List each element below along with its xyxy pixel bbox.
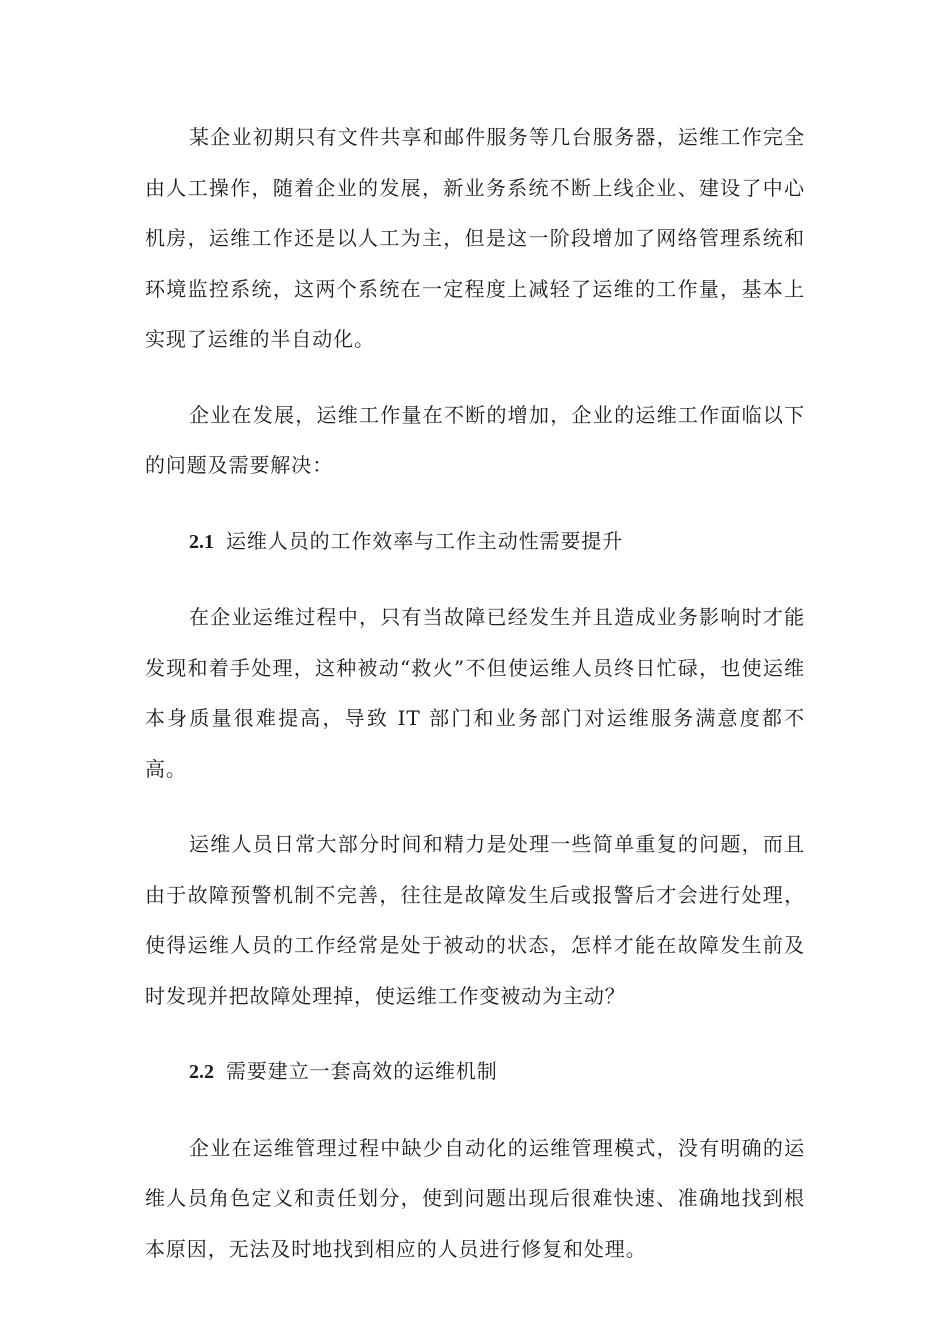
intro-paragraph-2: 企业在发展，运维工作量在不断的增加，企业的运维工作面临以下的问题及需要解决：: [145, 402, 805, 477]
section-number: 2.1: [189, 530, 214, 553]
section-heading-2-2: [145, 1046, 805, 1098]
section-number: 2.2: [189, 1061, 214, 1083]
section-title: 运维人员的工作效率与工作主动性需要提升: [226, 528, 624, 553]
section-title: 需要建立一套高效的运维机制: [226, 1059, 498, 1083]
section-2-1-paragraph-2: 运维人员日常大部分时间和精力是处理一些简单重复的问题，而且由于故障预警机制不完善，往往是故障发生后或报警后才会进行处理，使得运维人员的工作经常是处于被动的状态，怎样才能在故障发生前及时发现并把故障处理掉，使运维工作变被动为主动？: [145, 832, 805, 1008]
section-2-2-paragraph-1: 企业在运维管理过程中缺少自动化的运维管理模式，没有明确的运维人员角色定义和责任划分，使到问题出现后很难快速、准确地找到根本原因，无法及时地找到相应的人员进行修复和处理。: [145, 1135, 805, 1261]
section-heading-2-1: [145, 516, 805, 568]
document-page: [145, 112, 805, 1299]
intro-paragraph-1: 某企业初期只有文件共享和邮件服务等几台服务器，运维工作完全由人工操作，随着企业的发展，新业务系统不断上线企业、建设了中心机房，运维工作还是以人工为主，但是这一阶段增加了网络管理系统和环境监控系统，这两个系统在一定程度上减轻了运维的工作量，基本上实现了运维的半自动化。: [145, 125, 805, 351]
section-2-1-paragraph-1: 在企业运维过程中，只有当故障已经发生并且造成业务影响时才能发现和着手处理，这种被动“救火”不但使运维人员终日忙碌，也使运维本身质量很难提高，导致 IT 部门和业务部门对运维服务满意度都不高。: [145, 605, 805, 781]
